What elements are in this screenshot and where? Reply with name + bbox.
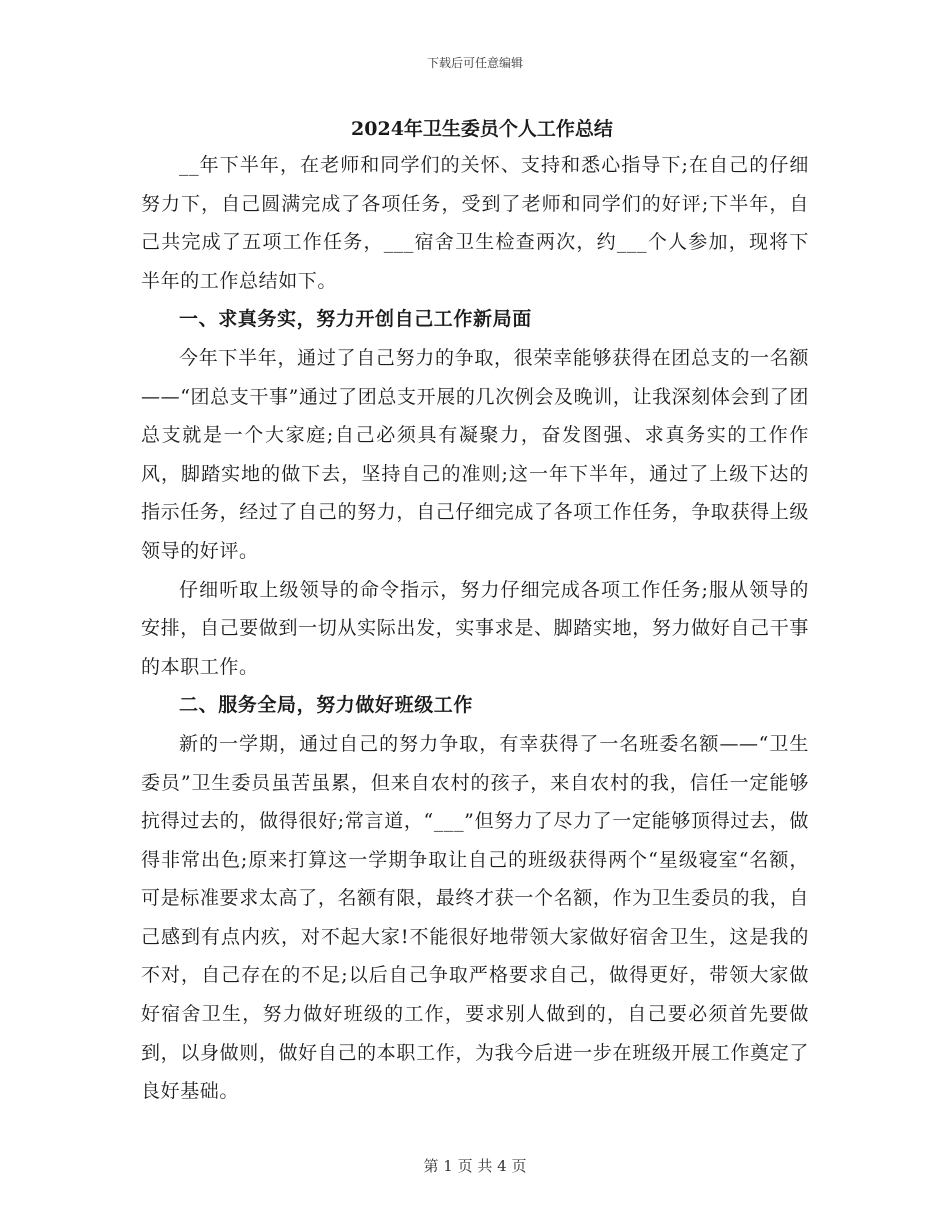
document-title: 2024年卫生委员个人工作总结 bbox=[351, 118, 613, 140]
section-heading-2: 二、服务全局，努力做好班级工作 bbox=[179, 694, 474, 717]
page-number-footer: 第 1 页 共 4 页 bbox=[423, 1157, 527, 1175]
section-heading-1: 一、求真务实，努力开创自己工作新局面 bbox=[179, 308, 532, 331]
paragraph-section1-a: 今年下半年，通过了自己努力的争取，很荣幸能够获得在团总支的一名额——“团总支干事”通过了团总支开展的几次例会及晚训，让我深刻体会到了团总支就是一个大家庭;自己必须具有凝聚力，奋发图强、求真务实的工作作风，脚踏实地的做下去，坚持自己的准则;这一年下半年，通过了上级下达的指示任务，经过了自己的努力，自己仔细完成了各项工作任务，争取获得上级领导的好评。 bbox=[141, 346, 809, 562]
paragraph-section2-a: 新的一学期，通过自己的努力争取，有幸获得了一名班委名额——“卫生委员”卫生委员虽苦虽累，但来自农村的孩子，来自农村的我，信任一定能够抗得过去的，做得很好;常言道，“___”但努力了尽力了一定能够顶得过去，做得非常出色;原来打算这一学期争取让自己的班级获得两个“星级寝室“名额，可是标准要求太高了，名额有限，最终才获一个名额，作为卫生委员的我，自己感到有点内疚，对不起大家!不能很好地带领大家做好宿舍卫生，这是我的不对，自己存在的不足;以后自己争取严格要求自己，做得更好，带领大家做好宿舍卫生，努力做好班级的工作，要求别人做到的，自己要必须首先要做到，以身做则，做好自己的本职工作，为我今后进一步在班级开展工作奠定了良好基础。 bbox=[141, 732, 809, 1103]
document-body bbox=[141, 112, 809, 1111]
paragraph-section1-b: 仔细听取上级领导的命令指示，努力仔细完成各项工作任务;服从领导的安排，自己要做到一切从实际出发，实事求是、脚踏实地，努力做好自己干事的本职工作。 bbox=[141, 578, 809, 678]
page-header-note: 下载后可任意编辑 bbox=[426, 56, 523, 70]
paragraph-intro: __年下半年，在老师和同学们的关怀、支持和悉心指导下;在自己的仔细努力下，自己圆满完成了各项任务，受到了老师和同学们的好评;下半年，自己共完成了五项工作任务，___宿舍卫生检查两次，约___个人参加，现将下半年的工作总结如下。 bbox=[141, 154, 809, 292]
